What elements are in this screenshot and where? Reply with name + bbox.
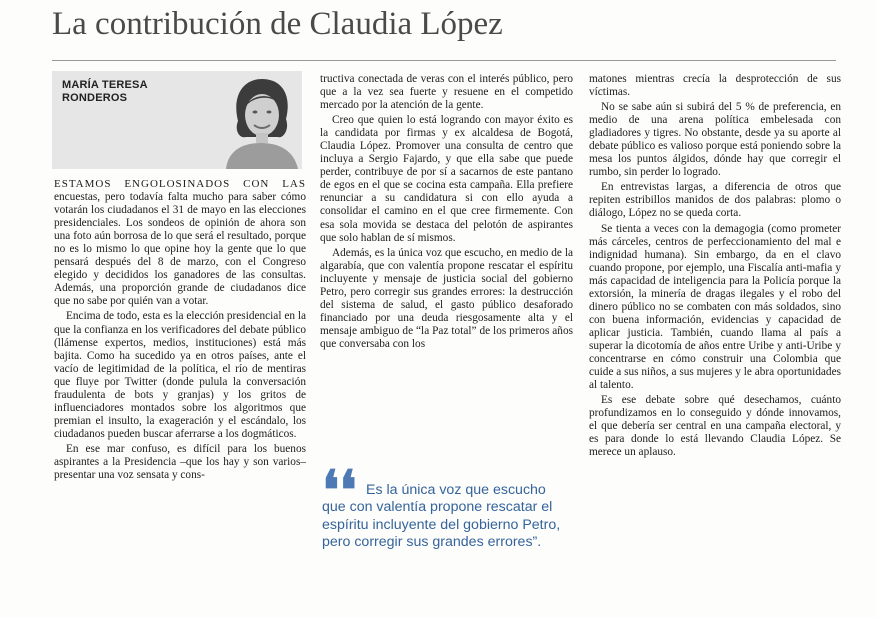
author-name-line2: RONDEROS [62,92,128,104]
paragraph-4: tructiva conectada de veras con el interés público, pero que a la vez sea fuerte y resuene en el competido mercado por la atención de la gente. [320,73,573,112]
headline-divider [52,60,836,61]
pull-quote-text: Es la única voz que escucho que con valentía propone rescatar el espíritu incluyente del gobierno Petro, pero corregir sus grandes errores”. [322,482,561,550]
paragraph-7: matones mientras crecía la desprotección de sus víctimas. [589,73,841,99]
author-photo [220,71,302,169]
paragraph-6: Además, es la única voz que escucho, en medio de la algarabía, que con valentía propone rescatar el espíritu incluyente y mensaje de justicia social del gobierno Petro, pero corregir sus grandes errores: la destrucción del sistema de salud, el gasto público desaforado financiado por una deuda riesgosamente alta y el mensaje ambiguo de “la Paz total” de los primeros años que conversaba con los [320,246,573,350]
pull-quote [322,461,572,588]
quote-mark-icon: ❛❛ [322,461,357,521]
paragraph-1 [54,178,306,308]
lead-in-caps: ESTAMOS ENGOLOSINADOS CON LAS [54,178,306,190]
article-headline: La contribución de Claudia López [52,6,503,42]
paragraph-10: Se tienta a veces con la demagogia (como prometer más cárceles, centros de perfeccionamiento del mal e indignidad humana). Sin embargo, da en el clavo cuando propone, por ejemplo, una Fiscalía anti-mafia y más capacidad de inteligencia para la Policía porque la extorsión, la minería de dragas ilegales y el robo del dinero público no se combaten con más soldados, sino con buena información, evidencias y capacidad de aplicar justicia. También, cuando llama al país a superar la dicotomía de años entre Uribe y anti-Uribe y concentrarse en cómo construir una Colombia que cuide a sus niños, a sus mujeres y le abra oportunidades al talento. [589,222,841,392]
paragraph-5: Creo que quien lo está logrando con mayor éxito es la candidata por firmas y ex alcaldesa de Bogotá, Claudia López. Promover una consulta de centro que incluya a Sergio Fajardo, y que ella sabe que puede perder, contribuye de por sí a sacarnos de este pantano de egos en el que se cocina esta campaña. Ella prefiere renunciar a su candidatura si con ello ayuda a consolidar el camino en el que cree firmemente. Con esa sola movida se destaca del pelotón de aspirantes que solo hablan de sí mismos. [320,114,573,244]
paragraph-1-text: encuestas, pero todavía falta mucho para saber cómo votarán los ciudadanos el 31 de mayo en las elecciones presidenciales. Los sondeos de opinión de ahora son una foto aún borrosa de lo que será el resultado, porque no es lo mismo lo que opine hoy la gente que lo que pensará después del 8 de marzo, con el Congreso elegido y decididos los ganadores de las consultas. Además, una proporción grande de ciudadanos dice que no sabe por quién van a votar. [54,191,306,308]
paragraph-3: En ese mar confuso, es difícil para los buenos aspirantes a la Presidencia –que los hay y son varios– presentar una voz sensata y cons- [54,442,306,482]
paragraph-8: No se sabe aún si subirá del 5 % de preferencia, en medio de una arena política embelesada con gladiadores y tigres. No obstante, desde ya su aporte al debate público es valioso porque está poniendo sobre la mesa los puntos álgidos, dónde hay que corregir el rumbo, sin perder lo logrado. [589,101,841,179]
article-column-2 [320,73,573,353]
article-column-1 [54,178,306,484]
article-column-3 [589,73,841,461]
paragraph-9: En entrevistas largas, a diferencia de otros que repiten estribillos manidos de dos palabras: plomo o diálogo, López no se queda corta. [589,181,841,220]
author-name [62,79,148,105]
paragraph-2: Encima de todo, esta es la elección presidencial en la que la confianza en los verificadores del debate público (llámense expertos, medios, instituciones) está más bajita. Como ha sucedido ya en otros países, ante el vacío de legitimidad de la política, el río de mentiras que fluye por Twitter (donde pulula la conversación fraudulenta de bots y granjas) y los gritos de influenciadores montados sobre los algoritmos que premian el insulto, la exageración y el escándalo, los ciudadanos pueden buscar aferrarse a los dogmáticos. [54,310,306,440]
byline-box [52,71,302,169]
author-name-line1: MARÍA TERESA [62,79,148,91]
paragraph-11: Es ese debate sobre qué desechamos, cuánto profundizamos en lo conseguido y dónde innovamos, el que debería ser central en una campaña electoral, y es para donde lo está llevando Claudia López. Se merece un aplauso. [589,394,841,459]
